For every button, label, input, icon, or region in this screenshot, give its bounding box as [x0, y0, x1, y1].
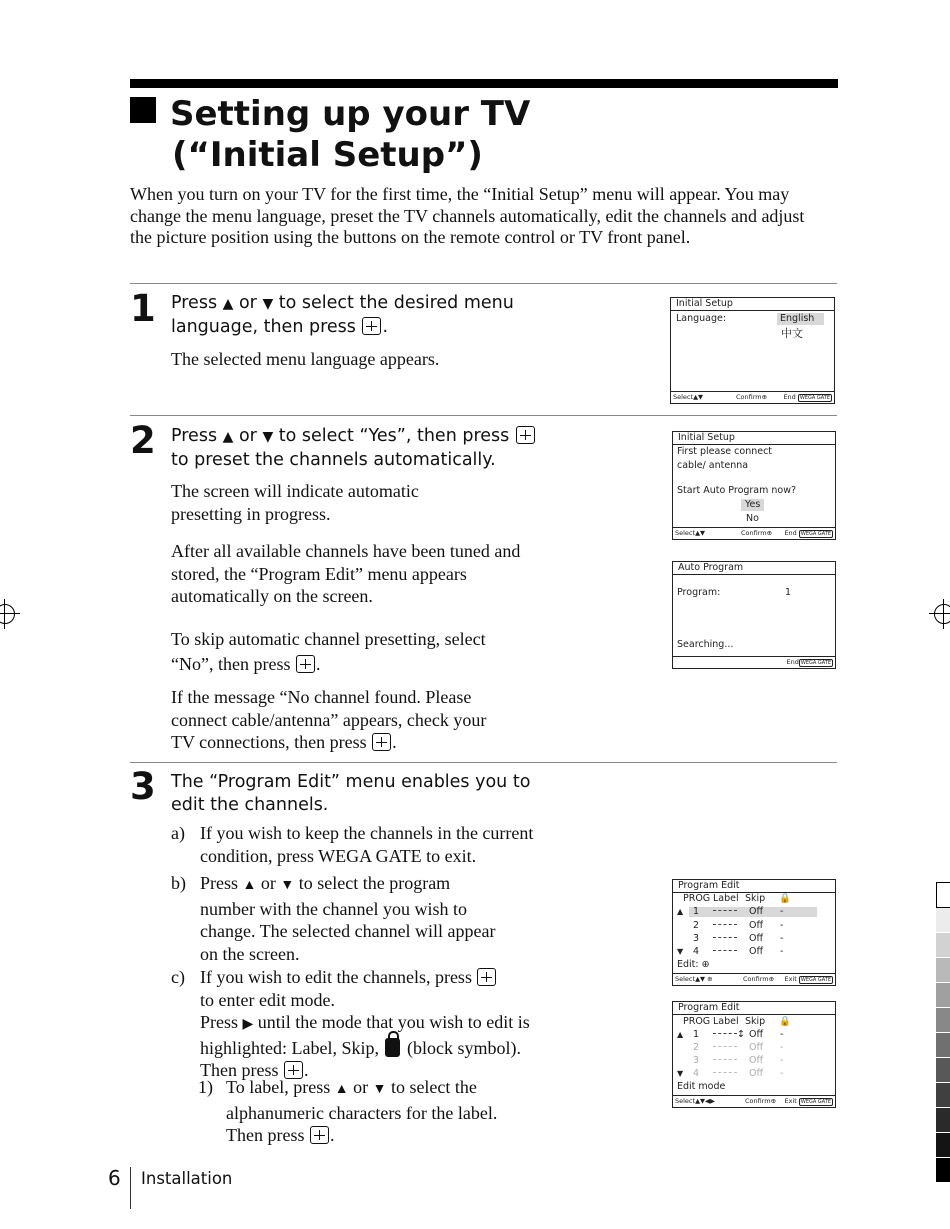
footer-divider	[130, 1167, 131, 1209]
edit-indicator: Edit: ⊕	[677, 959, 710, 970]
step2-text-2: After all available channels have been tuned and stored, the “Program Edit” menu appears automatically on the screen.	[171, 541, 521, 606]
lock-icon: 🔒	[779, 893, 791, 904]
wega-gate-icon: WEGA GATE	[800, 1099, 831, 1105]
screen-title: Program Edit	[673, 1002, 835, 1015]
up-arrow-icon: ▲	[222, 429, 234, 445]
ok-button-icon	[310, 1126, 329, 1144]
screen-title: Auto Program	[673, 562, 835, 575]
lock-icon	[385, 1038, 400, 1057]
ok-button-icon	[296, 655, 315, 673]
lock-icon: 🔒	[779, 1016, 791, 1027]
language-option-chinese: 中文	[781, 327, 803, 340]
wega-gate-icon: WEGA GATE	[800, 660, 831, 666]
step1-text: The selected menu language appears.	[171, 349, 440, 369]
screen-title: Initial Setup	[671, 298, 834, 311]
no-option: No	[746, 513, 759, 524]
language-option-english: English	[777, 313, 824, 325]
page-title	[130, 94, 530, 176]
screen-title: Initial Setup	[673, 432, 835, 445]
divider	[130, 283, 837, 284]
page-number: 6	[108, 1166, 121, 1190]
down-arrow-icon: ▼	[677, 947, 684, 956]
up-arrow-icon: ▲	[677, 907, 684, 916]
screen-footer: Select▲▼ Confirm⊕ End WEGA GATE	[671, 391, 834, 403]
section-name: Installation	[141, 1169, 233, 1188]
step-number: 1	[130, 287, 156, 330]
auto-program-screen: Auto Program Program: 1 Searching... End WEGA GATE	[672, 561, 836, 669]
title-line-2: (“Initial Setup”)	[172, 135, 483, 175]
divider	[130, 762, 837, 763]
wega-gate-icon: WEGA GATE	[800, 977, 831, 983]
screen-footer: Select▲▼ Confirm⊕ End WEGA GATE	[673, 527, 835, 539]
ok-button-icon	[477, 968, 496, 986]
edit-mode-indicator: Edit mode	[677, 1081, 726, 1092]
title-line-1: Setting up your TV	[170, 94, 531, 134]
program-edit-screen: Program Edit PROG Label Skip 🔒 ▲ ▼ 1 2 3 4 Off Off Off Off - - - - Edit: ⊕ Select▲▼ ⊕ Confirm⊕ Exit WEGA GATE	[672, 879, 836, 986]
ok-button-icon	[362, 317, 381, 335]
divider	[130, 415, 837, 416]
step2-heading: Press ▲ or ▼ to select “Yes”, then press to preset the channels automatically.	[171, 425, 631, 472]
step2-text-3: To skip automatic channel presetting, select “No”, then press .	[171, 629, 486, 674]
ok-button-icon	[516, 426, 535, 444]
title-rule	[130, 79, 838, 88]
yes-option: Yes	[741, 499, 764, 511]
up-arrow-icon: ▲	[677, 1030, 684, 1039]
wega-gate-icon: WEGA GATE	[799, 395, 830, 401]
language-label: Language:	[676, 313, 727, 324]
step1-heading: Press ▲ or ▼ to select the desired menu language, then press .	[171, 293, 514, 337]
screen-footer: Select▲▼ ⊕ Confirm⊕ Exit WEGA GATE	[673, 973, 835, 985]
step2-text-4: If the message “No channel found. Please connect cable/antenna” appears, check your TV connections, then press .	[171, 687, 487, 752]
initial-setup-auto-program-screen: Initial Setup First please connect cable/ antenna Start Auto Program now? Yes No Select▲▼ Confirm⊕ End WEGA GATE	[672, 431, 836, 540]
step-number: 2	[130, 419, 156, 462]
step-number: 3	[130, 765, 156, 808]
screen-footer: Select▲▼◀▶ Confirm⊕ Exit WEGA GATE	[673, 1095, 835, 1107]
registration-mark-icon	[0, 604, 15, 624]
up-arrow-icon: ▲	[334, 1082, 349, 1097]
down-arrow-icon: ▼	[262, 296, 274, 312]
up-arrow-icon: ▲	[242, 878, 257, 893]
initial-setup-language-screen	[670, 297, 835, 404]
screen-footer: End WEGA GATE	[673, 656, 835, 668]
down-arrow-icon: ▼	[280, 878, 295, 893]
down-arrow-icon: ▼	[262, 429, 274, 445]
step3-heading: The “Program Edit” menu enables you to edit the channels.	[171, 772, 531, 815]
step2-text-1: The screen will indicate automatic presetting in progress.	[171, 481, 419, 524]
color-calibration-strip	[936, 882, 950, 1183]
down-arrow-icon: ▼	[372, 1082, 387, 1097]
intro-paragraph: When you turn on your TV for the first time, the “Initial Setup” menu will appear. You may change the menu language, preset the TV channels automatically, edit the channels and adjust the picture position using the buttons on the remote control or TV front panel.	[130, 184, 805, 247]
ok-button-icon	[372, 733, 391, 751]
wega-gate-icon: WEGA GATE	[800, 531, 831, 537]
up-arrow-icon: ▲	[222, 296, 234, 312]
registration-mark-icon	[934, 604, 950, 624]
right-arrow-icon: ▶	[242, 1017, 254, 1032]
down-arrow-icon: ▼	[677, 1069, 684, 1078]
program-edit-mode-screen: Program Edit PROG Label Skip 🔒 ▲ ▼ 1 2 3 4 ↕ Off Off Off Off - - - - Edit mode Select▲▼◀▶ Confirm⊕ Exit WEGA GATE	[672, 1001, 836, 1108]
square-bullet-icon	[130, 97, 156, 123]
screen-title: Program Edit	[673, 880, 835, 893]
